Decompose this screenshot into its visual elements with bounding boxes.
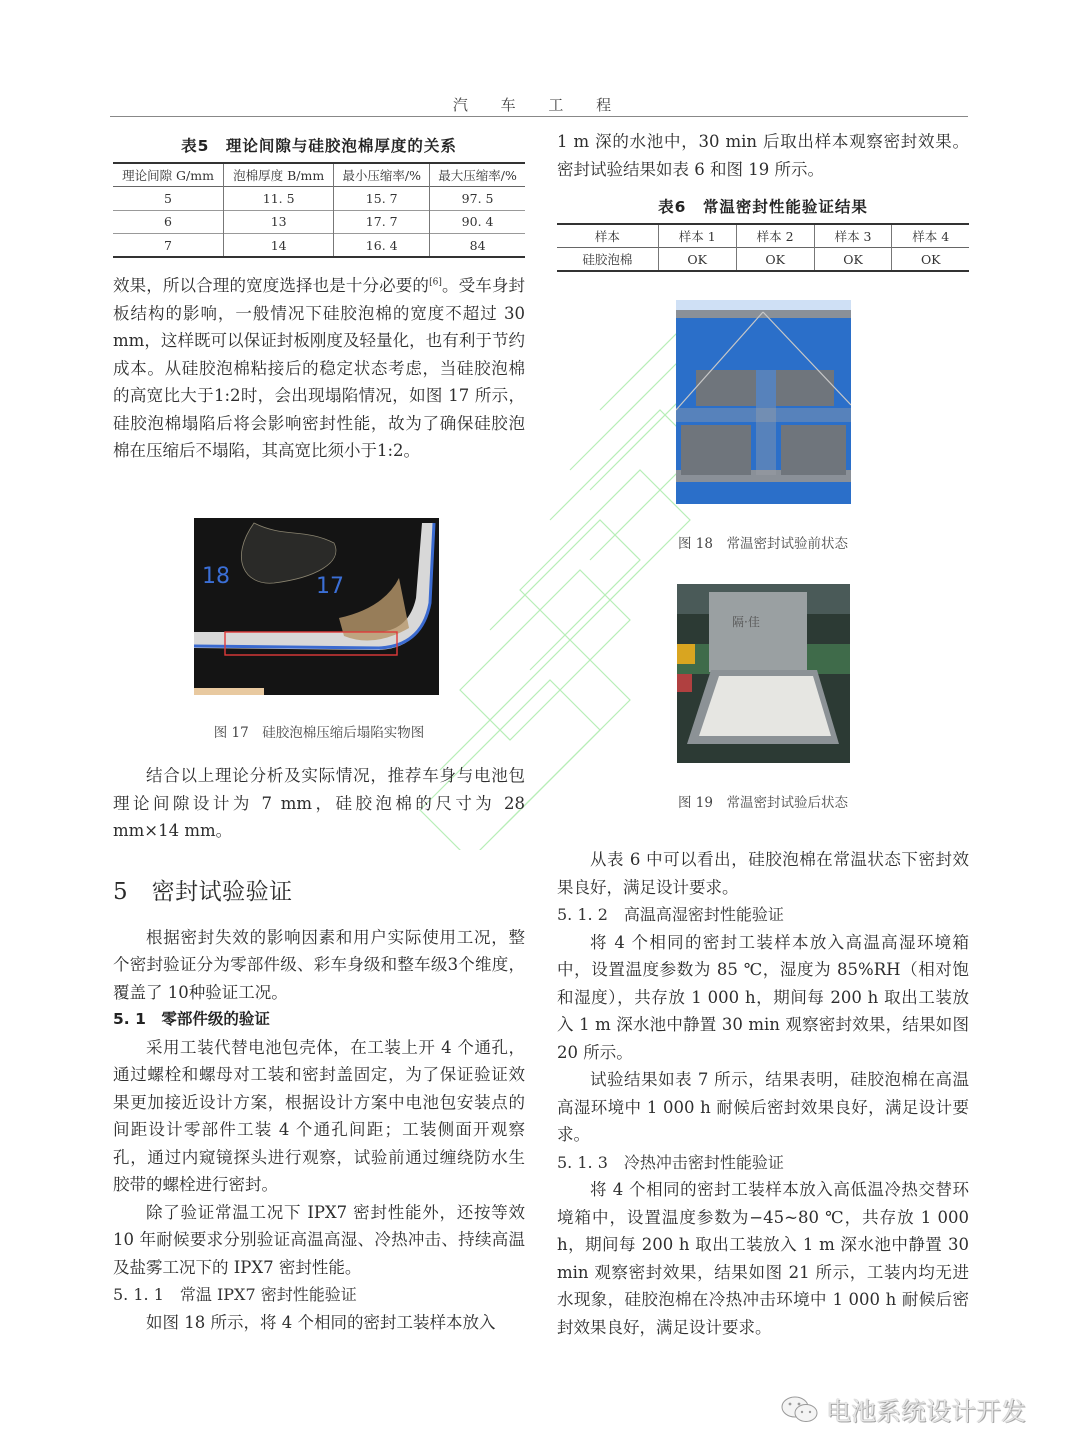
figure-18-caption: 图 18 常温密封试验前状态 — [678, 536, 848, 552]
table5-header: 理论间隙 G/mm — [122, 168, 214, 183]
section-5-1-heading: 5. 1 零部件级的验证 — [113, 1010, 270, 1028]
section-5-heading: 5 密封试验验证 — [113, 878, 293, 905]
table-cell: 97. 5 — [430, 187, 525, 211]
svg-text:隔·佳: 隔·佳 — [732, 615, 760, 629]
body-paragraph: 结合以上理论分析及实际情况，推荐车身与电池包理论间隙设计为 7 mm，硅胶泡棉的尺寸为 28 mm×14 mm。 — [113, 766, 525, 840]
table-cell: OK — [892, 248, 969, 272]
table6 — [557, 223, 969, 272]
wechat-icon — [780, 1394, 820, 1426]
body-paragraph: 将 4 个相同的密封工装样本放入高低温冷热交替环境箱中，设置温度参数为−45~80 ℃，共存放 1 000 h，期间每 200 h 取出工装放入 1 m 深水池中静置 30 min 观察密封效果，结果如图 21 所示，工装内均无进水现象，硅胶泡棉在冷热冲击环境中 1 000 h 耐候后密封效果良好，满足设计要求。 — [557, 1180, 969, 1337]
body-paragraph — [113, 272, 525, 465]
body-paragraph: 从表 6 中可以看出，硅胶泡棉在常温状态下密封效果良好，满足设计要求。 — [557, 850, 969, 897]
brand-watermark — [780, 1392, 1026, 1428]
table-cell: 84 — [430, 234, 525, 258]
section-5-1-3-heading: 5. 1. 3 冷热冲击密封性能验证 — [557, 1152, 784, 1172]
table-row — [113, 187, 525, 211]
svg-text:18: 18 — [202, 564, 230, 589]
header-rule — [110, 116, 968, 117]
table-cell: OK — [658, 248, 736, 272]
table6-header: 样本 4 — [892, 224, 969, 248]
figure-18-photo — [676, 300, 851, 504]
body-paragraph: 除了验证常温工况下 IPX7 密封性能外，还按等效 10 年耐候要求分别验证高温高湿、冷热冲击、持续高温及盐雾工况下的 IPX7 密封性能。 — [113, 1202, 525, 1277]
text: 。受车身封板结构的影响，一般情况下硅胶泡棉的宽度不超过 30 mm，这样既可以保证封板刚度及轻量化，也有利于节约成本。从硅胶泡棉粘接后的稳定状态考虑，当硅胶泡棉的高宽比大于1:2时，会出现塌陷情况，如图 17 所示，硅胶泡棉塌陷后将会影响密封性能，故为了确保硅胶泡棉在压缩后不塌陷，其高宽比须小于1:2。 — [113, 276, 526, 460]
table5-header: 最小压缩率/% — [334, 163, 430, 187]
section-5-1-2-heading: 5. 1. 2 高温高湿密封性能验证 — [557, 905, 784, 924]
table6-header: 样本 1 — [658, 224, 736, 248]
table5-header: 泡棉厚度 B/mm — [224, 163, 334, 187]
table-cell: 15. 7 — [334, 187, 430, 211]
table-cell: 14 — [224, 234, 334, 258]
table-cell: 7 — [164, 237, 172, 253]
running-head: 汽 车 工 程 — [452, 96, 626, 114]
figure-19-caption: 图 19 常温密封试验后状态 — [678, 795, 848, 811]
body-paragraph: 如图 18 所示，将 4 个相同的密封工装样本放入 — [146, 1312, 496, 1332]
figure-17-caption: 图 17 硅胶泡棉压缩后塌陷实物图 — [213, 725, 425, 741]
table-cell: 17. 7 — [334, 210, 430, 234]
figure-17-photo — [194, 518, 439, 695]
table6-header: 样本 — [594, 229, 620, 244]
body-paragraph: 采用工装代替电池包壳体，在工装上开 4 个通孔，通过螺栓和螺母对工装和密封盖固定，为了保证验证效果更加接近设计方案，根据设计方案中电池包安装点的间距设计零部件工装 4 个通孔间距；工装侧面开观察孔，通过内窥镜探头进行观察，试验前通过缠绕防水生胶带的螺栓进行密封。 — [113, 1037, 525, 1194]
table-cell: OK — [736, 248, 814, 272]
left-column — [113, 128, 525, 465]
citation-ref[interactable]: [6] — [429, 277, 442, 288]
table-cell: 6 — [164, 214, 172, 230]
table5 — [113, 162, 525, 258]
body-paragraph: 1 m 深的水池中，30 min 后取出样本观察密封效果。密封试验结果如表 6 和图 19 所示。 — [557, 132, 969, 179]
section-5-1-1-heading: 5. 1. 1 常温 IPX7 密封性能验证 — [113, 1285, 357, 1304]
text: 效果，所以合理的宽度选择也是十分必要的 — [113, 276, 430, 295]
table-cell: 硅胶泡棉 — [582, 252, 633, 267]
table6-header: 样本 3 — [814, 224, 892, 248]
body-paragraph: 根据密封失效的影响因素和用户实际使用工况，整个密封验证分为零部件级、彩车身级和整车级3个维度，覆盖了 10种验证工况。 — [113, 927, 525, 1002]
figure-19-photo — [677, 584, 850, 763]
left-column-lower — [113, 762, 525, 1336]
table-row — [557, 248, 969, 272]
body-paragraph: 试验结果如表 7 所示，结果表明，硅胶泡棉在高温高湿环境中 1 000 h 耐候后密封效果良好，满足设计要求。 — [557, 1070, 969, 1144]
table6-header: 样本 2 — [736, 224, 814, 248]
table-cell: 5 — [164, 190, 172, 206]
table-row — [113, 234, 525, 258]
table-cell: 16. 4 — [334, 234, 430, 258]
right-column-lower — [557, 846, 969, 1341]
table5-header: 最大压缩率/% — [430, 163, 525, 187]
table-cell: OK — [814, 248, 892, 272]
table-cell: 13 — [224, 210, 334, 234]
brand-name: 电池系统设计开发 — [826, 1397, 1027, 1426]
body-paragraph: 将 4 个相同的密封工装样本放入高温高湿环境箱中，设置温度参数为 85 ℃，湿度为 85%RH（相对饱和湿度），共存放 1 000 h，期间每 200 h 取出工装放入 1 m 深水池中静置 30 min 观察密封效果，结果如图 20 所示。 — [557, 932, 969, 1062]
right-column — [557, 128, 969, 272]
table6-title: 表6 常温密封性能验证结果 — [658, 198, 868, 216]
table-row — [113, 210, 525, 234]
svg-text:17: 17 — [316, 574, 344, 599]
table-cell: 11. 5 — [224, 187, 334, 211]
table5-title: 表5 理论间隙与硅胶泡棉厚度的关系 — [181, 137, 457, 155]
table-cell: 90. 4 — [430, 210, 525, 234]
